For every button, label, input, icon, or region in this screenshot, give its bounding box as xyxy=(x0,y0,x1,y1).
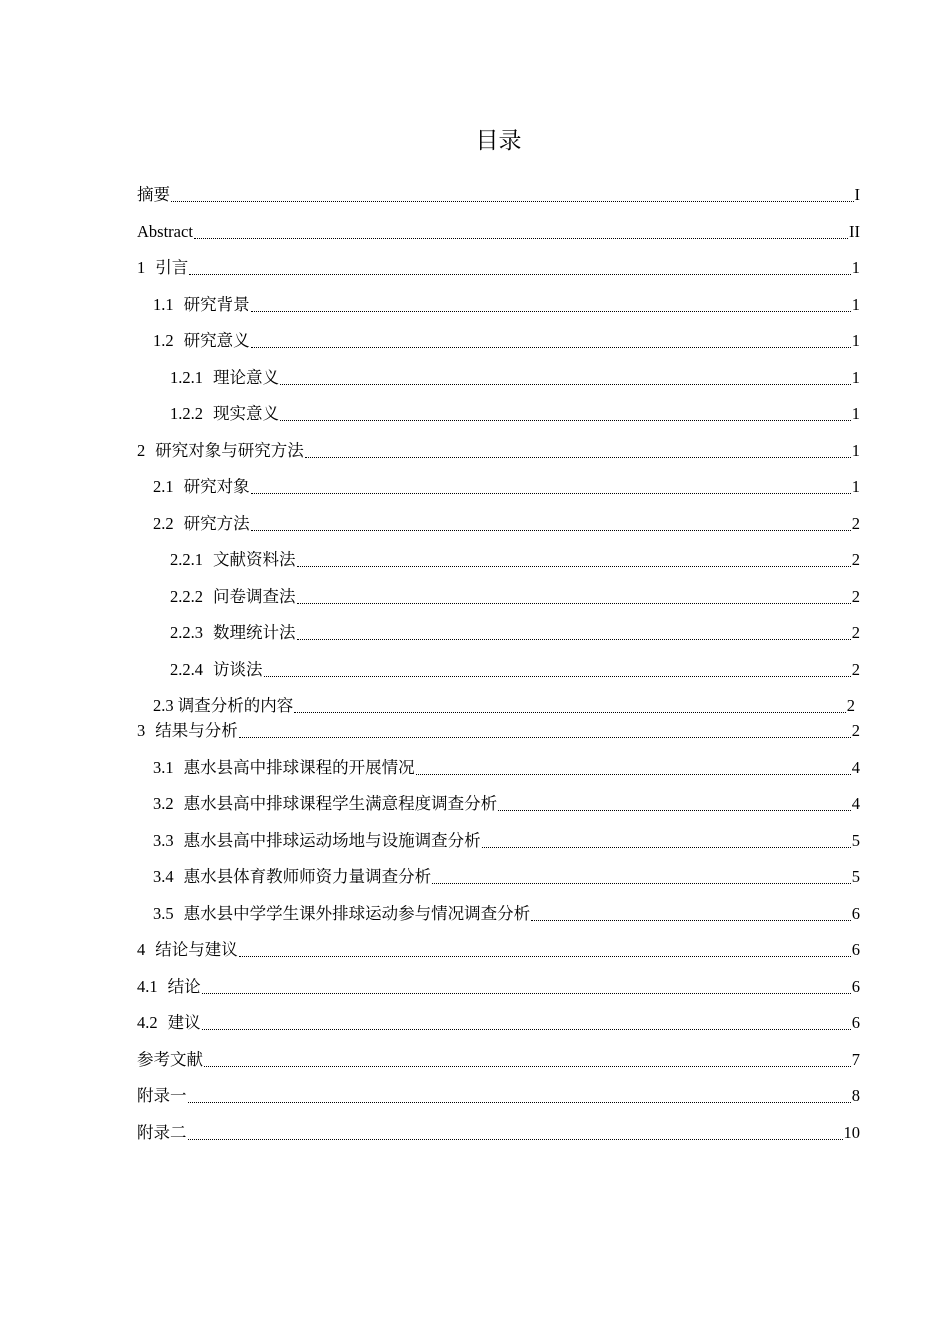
toc-page-number: 1 xyxy=(851,404,860,423)
dot-leader xyxy=(188,1139,843,1140)
toc-entry-2-2-4[interactable] xyxy=(170,656,860,682)
dot-leader xyxy=(171,201,854,202)
toc-entry-title: 文献资料法 xyxy=(213,550,296,569)
toc-entry-title: 问卷调查法 xyxy=(213,587,296,606)
toc-entry-title: 研究意义 xyxy=(183,331,250,350)
dot-leader xyxy=(202,993,851,994)
toc-entry-title: 研究背景 xyxy=(183,295,250,314)
toc-entry-appendix-1[interactable] xyxy=(137,1082,860,1108)
toc-entry-title: 访谈法 xyxy=(213,660,263,679)
toc-entry-4-2[interactable] xyxy=(137,1009,860,1035)
toc-entry-title: 结果与分析 xyxy=(155,721,238,740)
dot-leader xyxy=(239,956,851,957)
toc-entry-title: Abstract xyxy=(137,222,193,241)
toc-entry-2-2[interactable] xyxy=(153,510,860,536)
dot-leader xyxy=(280,420,851,421)
toc-page-number: 2 xyxy=(851,660,860,679)
toc-entry-title: 惠水县体育教师师资力量调查分析 xyxy=(183,867,432,886)
toc-entry-title: 现实意义 xyxy=(213,404,279,423)
toc-entry-title: 摘要 xyxy=(137,185,170,204)
toc-page-number: 2 xyxy=(851,550,860,569)
toc-entry-1-2-1[interactable] xyxy=(170,364,860,390)
dot-leader xyxy=(251,493,851,494)
toc-entry-3-1[interactable] xyxy=(153,754,860,780)
toc-page-number: 2 xyxy=(851,721,860,740)
toc-section-number: 4.2 xyxy=(137,1013,158,1032)
page-title: 目录 xyxy=(475,128,522,154)
toc-section-number: 1.2 xyxy=(153,331,174,350)
dot-leader xyxy=(482,847,851,848)
toc-section-number: 2.2.1 xyxy=(170,550,203,569)
toc-section-number: 2.1 xyxy=(153,477,174,496)
dot-leader xyxy=(498,810,851,811)
toc-entry-1-1[interactable] xyxy=(153,291,860,317)
toc-entry-abstract-en[interactable] xyxy=(137,218,860,244)
toc-entry-chapter-4[interactable] xyxy=(137,936,860,962)
toc-section-number: 1.2.1 xyxy=(170,368,203,387)
toc-section-number: 2.2.2 xyxy=(170,587,203,606)
toc-entry-title: 研究对象与研究方法 xyxy=(155,441,304,460)
toc-page-number: 6 xyxy=(851,1013,860,1032)
dot-leader xyxy=(416,774,851,775)
dot-leader xyxy=(251,530,851,531)
toc-entry-title: 附录二 xyxy=(137,1123,187,1142)
toc-section-number: 2.2.3 xyxy=(170,623,203,642)
toc-page-number: 2 xyxy=(851,514,860,533)
dot-leader xyxy=(189,274,851,275)
dot-leader xyxy=(251,347,851,348)
toc-section-number: 3 xyxy=(137,721,146,740)
toc-entry-2-3[interactable] xyxy=(153,692,855,718)
toc-section-number: 2.2 xyxy=(153,514,174,533)
toc-section-number: 1.2.2 xyxy=(170,404,203,423)
toc-section-number: 3.4 xyxy=(153,867,174,886)
toc-page-number: 7 xyxy=(851,1050,860,1069)
toc-entry-title: 引言 xyxy=(155,258,189,277)
toc-section-number: 3.1 xyxy=(153,758,174,777)
toc-entry-title: 惠水县高中排球课程学生满意程度调查分析 xyxy=(183,794,498,813)
toc-entry-title: 结论与建议 xyxy=(155,940,238,959)
toc-section-number: 3.5 xyxy=(153,904,174,923)
toc-entry-title: 2.3 调查分析的内容 xyxy=(153,696,294,715)
toc-entry-4-1[interactable] xyxy=(137,973,860,999)
toc-page-number: 10 xyxy=(843,1123,860,1142)
toc-page-number: 2 xyxy=(851,587,860,606)
toc-entry-title: 惠水县中学学生课外排球运动参与情况调查分析 xyxy=(183,904,531,923)
toc-entry-title: 建议 xyxy=(167,1013,201,1032)
dot-leader xyxy=(264,676,851,677)
toc-entry-title: 数理统计法 xyxy=(213,623,296,642)
toc-entry-abstract-cn[interactable] xyxy=(137,181,860,207)
toc-section-number: 2 xyxy=(137,441,146,460)
toc-entry-chapter-3[interactable] xyxy=(137,717,860,743)
toc-entry-title: 惠水县高中排球运动场地与设施调查分析 xyxy=(183,831,481,850)
dot-leader xyxy=(432,883,851,884)
dot-leader xyxy=(202,1029,851,1030)
toc-page-number: 8 xyxy=(851,1086,860,1105)
toc-entry-1-2-2[interactable] xyxy=(170,400,860,426)
dot-leader xyxy=(188,1102,851,1103)
toc-page-number: 5 xyxy=(851,831,860,850)
toc-section-number: 1.1 xyxy=(153,295,174,314)
toc-page-number: 5 xyxy=(851,867,860,886)
dot-leader xyxy=(280,384,851,385)
dot-leader xyxy=(194,238,848,239)
toc-page-number: 6 xyxy=(851,940,860,959)
toc-entry-2-2-2[interactable] xyxy=(170,583,860,609)
toc-page-number: 1 xyxy=(851,477,860,496)
toc-entry-3-3[interactable] xyxy=(153,827,860,853)
dot-leader xyxy=(204,1066,851,1067)
toc-entry-2-2-1[interactable] xyxy=(170,546,860,572)
toc-entry-chapter-2[interactable] xyxy=(137,437,860,463)
dot-leader xyxy=(239,737,851,738)
toc-section-number: 4.1 xyxy=(137,977,158,996)
toc-section-number: 3.2 xyxy=(153,794,174,813)
toc-entry-title: 附录一 xyxy=(137,1086,187,1105)
toc-page-number: 4 xyxy=(851,794,860,813)
dot-leader xyxy=(297,639,851,640)
toc-page-number: 1 xyxy=(851,331,860,350)
toc-page-number: 1 xyxy=(851,368,860,387)
toc-entry-1-2[interactable] xyxy=(153,327,860,353)
dot-leader xyxy=(305,457,851,458)
dot-leader xyxy=(297,566,851,567)
toc-entry-title: 研究方法 xyxy=(183,514,250,533)
toc-entry-3-5[interactable] xyxy=(153,900,860,926)
toc-section-number: 2.2.4 xyxy=(170,660,203,679)
toc-section-number: 1 xyxy=(137,258,146,277)
toc-section-number: 4 xyxy=(137,940,146,959)
toc-page-number: 1 xyxy=(851,295,860,314)
dot-leader xyxy=(297,603,851,604)
toc-entry-title: 理论意义 xyxy=(213,368,279,387)
toc-entry-3-4[interactable] xyxy=(153,863,860,889)
toc-page-number: 1 xyxy=(851,441,860,460)
toc-page-number: I xyxy=(854,185,860,204)
toc-page-number: 4 xyxy=(851,758,860,777)
toc-page-number: 6 xyxy=(851,977,860,996)
toc-page-number: II xyxy=(849,222,860,241)
toc-entry-title: 结论 xyxy=(167,977,201,996)
toc-page-number: 2 xyxy=(846,696,855,715)
toc-entry-appendix-2[interactable] xyxy=(137,1119,860,1145)
toc-entry-2-2-3[interactable] xyxy=(170,619,860,645)
toc-entry-3-2[interactable] xyxy=(153,790,860,816)
toc-entry-title: 参考文献 xyxy=(137,1050,203,1069)
toc-page-number: 1 xyxy=(851,258,860,277)
dot-leader xyxy=(251,311,851,312)
toc-entry-references[interactable] xyxy=(137,1046,860,1072)
toc-entry-title: 惠水县高中排球课程的开展情况 xyxy=(183,758,415,777)
toc-page-number: 2 xyxy=(851,623,860,642)
toc-entry-chapter-1[interactable] xyxy=(137,254,860,280)
dot-leader xyxy=(294,712,846,713)
toc-section-number: 3.3 xyxy=(153,831,174,850)
toc-page-number: 6 xyxy=(851,904,860,923)
dot-leader xyxy=(531,920,851,921)
toc-entry-2-1[interactable] xyxy=(153,473,860,499)
toc-entry-title: 研究对象 xyxy=(183,477,250,496)
